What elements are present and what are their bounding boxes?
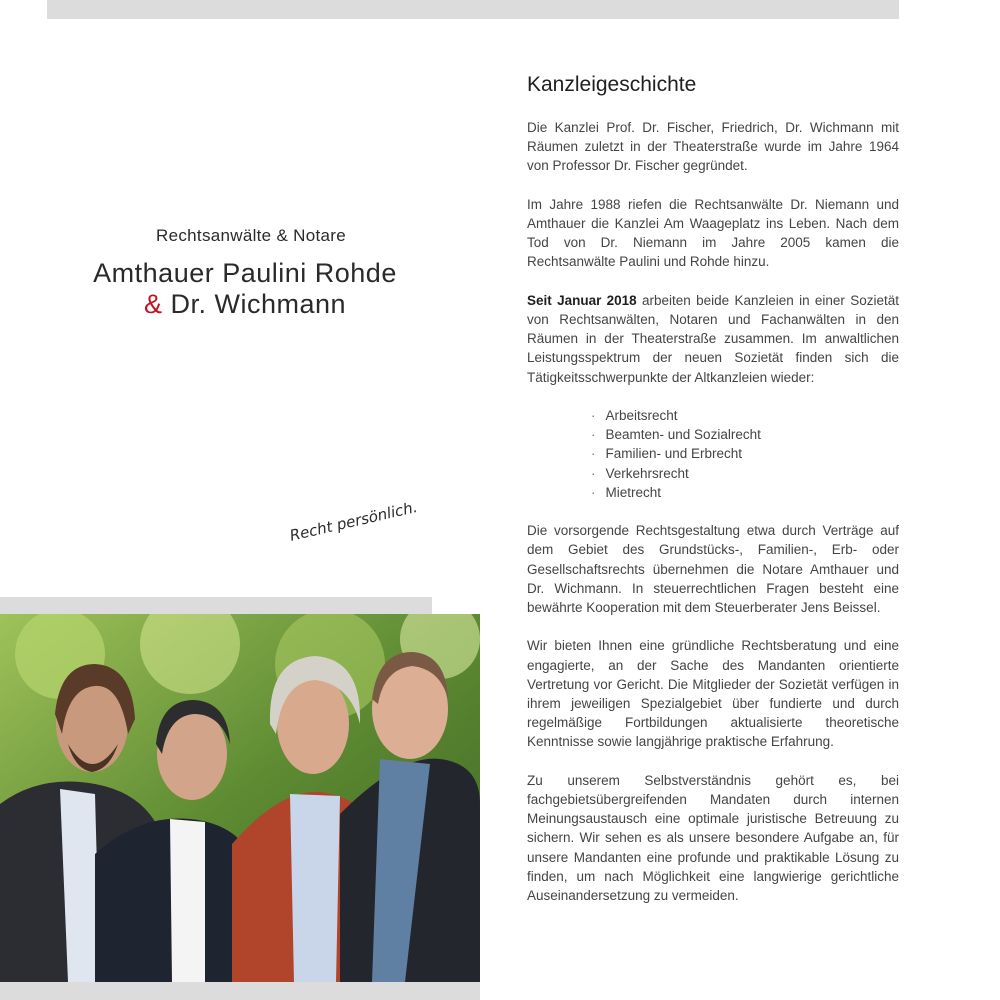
- article-paragraph: Zu unserem Selbstverständnis gehört es, bei fachgebietsübergreifenden Mandaten durch internen Meinungsaustausch eine optimale juristische Betreuung zu sichern. Wir sehen es als unsere besondere Aufgabe an, für unsere Mandanten eine profunde und praktikable Lösung zu finden, um nach Möglichkeit eine langwierige gerichtliche Auseinandersetzung zu vermeiden.: [527, 772, 899, 904]
- firm-name-partner: Dr. Wichmann: [162, 289, 347, 319]
- firm-name: [40, 258, 450, 320]
- photo-top-bar: [0, 597, 432, 614]
- firm-name-line2: [40, 289, 450, 320]
- practice-area-item: · Arbeitsrecht: [591, 406, 899, 425]
- article-heading: Kanzleigeschichte: [527, 73, 697, 96]
- firm-ampersand: &: [143, 289, 163, 319]
- firm-name-line1: Amthauer Paulini Rohde: [93, 258, 397, 288]
- article-paragraph: Im Jahre 1988 riefen die Rechtsanwälte Dr. Niemann und Amthauer die Kanzlei Am Waageplatz ins Leben. Nach dem Tod von Dr. Niemann im Jahre 2005 kamen die Rechtsanwälte Paulini und Rohde hinzu.: [527, 196, 899, 270]
- article-paragraph-text: arbeiten beide Kanzleien in einer Sozietät von Rechtsanwälten, Notaren und Fachanwälten in den Räumen in der Theaterstraße zusammen. Im anwaltlichen Leistungsspektrum der neuen Sozietät finden sich die Tätigkeitsschwerpunkte der Altkanzleien wieder:: [527, 292, 899, 385]
- article: [527, 73, 899, 924]
- slogan: Recht persönlich.: [287, 497, 420, 545]
- practice-area-item: · Mietrecht: [591, 483, 899, 502]
- article-paragraph: [527, 291, 899, 387]
- team-photo-illustration: [0, 614, 480, 982]
- practice-areas-list: [591, 406, 899, 502]
- practice-area-item: · Verkehrsrecht: [591, 464, 899, 483]
- practice-area-item: · Beamten- und Sozialrecht: [591, 425, 899, 444]
- article-paragraph: Die vorsorgende Rechtsgestaltung etwa durch Verträge auf dem Gebiet des Grundstücks-, Familien-, Erb- oder Gesellschaftsrechts übernehmen die Notare Amthauer und Dr. Wichmann. In steuerrechtlichen Fragen besteht eine bewährte Kooperation mit dem Steuerberater Jens Beissel.: [527, 523, 899, 616]
- practice-area-item: · Familien- und Erbrecht: [591, 444, 899, 463]
- photo-bottom-bar: [0, 982, 480, 1000]
- article-paragraph: Die Kanzlei Prof. Dr. Fischer, Friedrich, Dr. Wichmann mit Räumen zuletzt in der Theaterstraße wurde im Jahre 1964 von Professor Dr. Fischer gegründet.: [527, 120, 899, 174]
- top-decor-bar: [47, 0, 899, 19]
- article-date-highlight: Seit Januar 2018: [527, 292, 637, 308]
- team-photo: [0, 614, 480, 982]
- article-paragraph: Wir bieten Ihnen eine gründliche Rechtsberatung und eine engagierte, an der Sache des Mandanten orientierte Vertretung vor Gericht. Die Mitglieder der Sozietät verfügen in ihrem jeweiligen Spezialgebiet über fundierte und durch regelmäßige Fortbildungen aktualisierte theoretische Kenntnisse sowie langjährige praktische Erfahrung.: [527, 638, 899, 750]
- firm-subtitle: Rechtsanwälte & Notare: [156, 226, 346, 245]
